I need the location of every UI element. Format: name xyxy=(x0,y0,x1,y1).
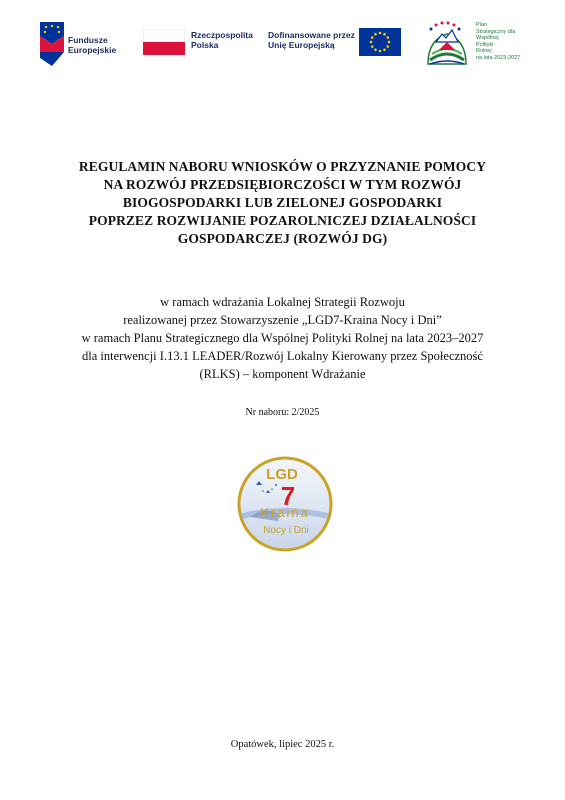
rzeczpospolita-polska-logo xyxy=(143,18,253,70)
ps-line3: Wspólnej xyxy=(476,35,499,41)
ue-line1: Dofinansowane przez xyxy=(268,30,355,40)
subtitle-line: realizowanej przez Stowarzyszenie „LGD7-Kraina Nocy i Dni” xyxy=(123,313,442,327)
fe-flag-icon xyxy=(40,22,64,66)
title-line: REGULAMIN NABORU WNIOSKÓW O PRZYZNANIE POMOCY xyxy=(78,159,487,174)
place-date: Opatówek, lipiec 2025 r. xyxy=(230,739,335,750)
subtitle-line: w ramach Planu Strategicznego dla Wspólnej Polityki Rolnej na lata 2023–2027 xyxy=(81,331,484,345)
title-line: GOSPODARCZEJ (ROZWÓJ DG) xyxy=(177,231,388,246)
ue-line2: Unię Europejską xyxy=(268,40,335,50)
rp-line2: Polska xyxy=(191,40,219,50)
eu-flag-icon xyxy=(359,28,401,56)
lgd7-logo xyxy=(236,455,334,553)
subtitle-line: w ramach wdrażania Lokalnej Strategii Rozwoju xyxy=(160,295,405,309)
fe-logo-text xyxy=(68,35,116,55)
lgd7-emblem-icon xyxy=(236,455,334,553)
ps-line1: Plan xyxy=(476,22,488,28)
rp-logo-text xyxy=(191,30,253,50)
fe-line1: Fundusze xyxy=(68,35,108,45)
subtitle-line: dla interwencji I.13.1 LEADER/Rozwój Lokalny Kierowany przez Społeczność xyxy=(82,349,483,363)
title-line: BIOGOSPODARKI LUB ZIELONEJ GOSPODARKI xyxy=(122,195,443,210)
rp-line1: Rzeczpospolita xyxy=(191,30,253,40)
ue-logo-text xyxy=(268,30,355,50)
ps-line5: Rolnej xyxy=(476,48,492,54)
title-line: NA ROZWÓJ PRZEDSIĘBIORCZOŚCI W TYM ROZWÓJ xyxy=(103,177,462,192)
document-title xyxy=(40,158,525,248)
ps-line4: Polityki xyxy=(476,41,494,48)
header-logo-bar xyxy=(0,18,565,70)
dofinansowane-ue-logo xyxy=(268,18,403,70)
lgd-logo-bottom: Nocy i Dni xyxy=(263,525,309,536)
ps-logo-text xyxy=(476,22,520,61)
subtitle-line: (RLKS) – komponent Wdrażanie xyxy=(199,367,366,381)
lgd-logo-mid: Kraina xyxy=(260,505,310,520)
plan-strategiczny-logo xyxy=(422,18,532,70)
lgd-logo-top: LGD xyxy=(266,466,298,483)
lgd-logo-number: 7 xyxy=(280,481,296,511)
title-line: POPRZEZ ROZWIJANIE POZAROLNICZEJ DZIAŁALNOŚCI xyxy=(88,213,477,228)
psp-emblem-icon xyxy=(422,20,472,68)
ps-line6: na lata 2023-2027 xyxy=(476,54,521,61)
fe-line2: Europejskie xyxy=(68,45,117,55)
ps-line2: Strategiczny dla xyxy=(476,28,516,35)
nabor-number: Nr naboru: 2/2025 xyxy=(245,407,320,418)
fundusze-europejskie-logo xyxy=(40,18,120,70)
document-subtitle xyxy=(20,293,545,383)
polish-flag-icon xyxy=(143,29,185,55)
